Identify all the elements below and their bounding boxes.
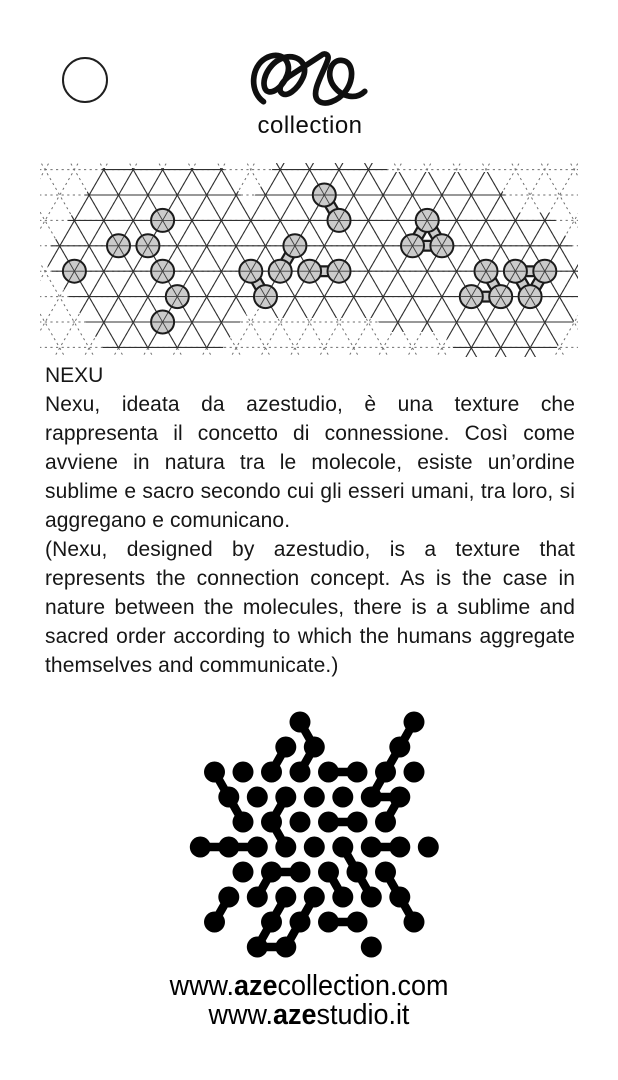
description-english: (Nexu, designed by azestudio, is a texture that represents the connection concept. As is the case in nature between the molecules, there is a sublime and sacred order according to which the humans aggregate themselves and communicate.): [45, 538, 575, 677]
lattice-line: [589, 144, 618, 373]
molecule-dot: [275, 887, 296, 908]
molecule-dot: [275, 937, 296, 958]
lattice-line: [0, 144, 30, 373]
molecule-dot: [332, 837, 353, 858]
molecule-dot: [261, 912, 282, 933]
lattice-line: [383, 144, 515, 373]
lattice-line: [0, 144, 30, 373]
lattice-line: [604, 144, 618, 373]
molecule-dot: [347, 862, 368, 883]
molecule-dot: [304, 837, 325, 858]
molecule-dot: [190, 837, 211, 858]
lattice-line: [0, 144, 45, 373]
molecule-dot: [318, 862, 339, 883]
molecule-links: [200, 722, 414, 947]
lattice-line: [0, 144, 15, 373]
lattice-line: [104, 144, 236, 373]
molecule-dot: [218, 787, 239, 808]
lattice-line: [0, 144, 60, 373]
lattice-line: [560, 144, 618, 373]
lattice-line: [0, 144, 89, 373]
lattice-solid-wrap: [0, 144, 618, 373]
lattice-line: [163, 144, 295, 373]
footer-urls: [0, 972, 618, 1030]
molecule-dot: [218, 887, 239, 908]
texture-blobs: [63, 184, 556, 334]
lattice-line: [1, 144, 133, 373]
molecule-dot: [204, 912, 225, 933]
texture-title: NEXU: [45, 364, 104, 387]
molecule-dot: [290, 862, 311, 883]
molecule-dot: [375, 762, 396, 783]
lattice-line: [575, 144, 618, 373]
molecule-dot: [304, 887, 325, 908]
molecule-dot: [290, 712, 311, 733]
lattice-line: [192, 144, 324, 373]
lattice-line: [16, 144, 148, 373]
molecule-dot: [404, 712, 425, 733]
molecule-dot: [389, 887, 410, 908]
molecule-dot: [247, 887, 268, 908]
molecule-dot: [404, 762, 425, 783]
lattice-line: [0, 144, 89, 373]
molecule-dot: [233, 862, 254, 883]
lattice-line: [545, 144, 618, 373]
lattice-line: [501, 144, 618, 373]
lattice-line: [589, 144, 618, 373]
molecule-dot: [204, 762, 225, 783]
lattice-line: [0, 144, 74, 373]
lattice-line: [0, 144, 15, 373]
molecule-dot: [318, 762, 339, 783]
molecule-dot: [389, 787, 410, 808]
lattice-line: [0, 144, 45, 373]
lattice-line: [530, 144, 618, 373]
lattice-line: [0, 144, 60, 373]
lattice-line: [413, 144, 545, 373]
molecule-dot: [361, 837, 382, 858]
nexu-texture-band: [0, 0, 618, 380]
lattice-line: [0, 144, 118, 373]
molecule-dot: [361, 937, 382, 958]
lattice-line: [0, 144, 103, 373]
nexu-molecule-graphic: [170, 695, 450, 970]
lattice-line: [471, 144, 603, 373]
lattice-line: [354, 144, 486, 373]
lattice-line: [0, 144, 1, 373]
molecule-dot: [375, 812, 396, 833]
lattice-line: [0, 144, 103, 373]
lattice-line: [560, 144, 618, 373]
molecule-dot: [247, 787, 268, 808]
molecule-dots: [190, 712, 439, 958]
molecule-dot: [261, 762, 282, 783]
molecule-dot: [304, 737, 325, 758]
description-italian: Nexu, ideata da azestudio, è una texture che rappresenta il concetto di connessione. Così come avviene in natura tra le molecole, esiste un’ordine sublime e sacro secondo cui gli esseri umani, tra loro, si aggregano e comunicano.: [45, 393, 575, 532]
molecule-dot: [389, 737, 410, 758]
molecule-dot: [261, 862, 282, 883]
molecule-dot: [275, 837, 296, 858]
molecule-dot: [218, 837, 239, 858]
molecule-dot: [290, 812, 311, 833]
description-block: [45, 361, 575, 680]
molecule-dot: [347, 912, 368, 933]
lattice-line: [0, 144, 74, 373]
molecule-dot: [361, 887, 382, 908]
molecule-dot: [290, 762, 311, 783]
molecule-dot: [389, 837, 410, 858]
url-azecollection: www.azecollection.com: [169, 970, 449, 1002]
url-azestudio: www.azestudio.it: [208, 999, 410, 1031]
lattice-line: [486, 144, 618, 373]
lattice-line: [575, 144, 618, 373]
molecule-dot: [275, 787, 296, 808]
molecule-dot: [304, 787, 325, 808]
lattice-line: [501, 144, 618, 373]
molecule-dot: [275, 737, 296, 758]
molecule-dot: [418, 837, 439, 858]
molecule-dot: [332, 787, 353, 808]
lattice-line: [0, 144, 118, 373]
lattice-line: [442, 144, 574, 373]
molecule-dot: [233, 812, 254, 833]
lattice-line: [89, 144, 221, 373]
molecule-dot: [290, 912, 311, 933]
molecule-dot: [347, 762, 368, 783]
lattice-line: [0, 144, 1, 373]
molecule-dot: [261, 812, 282, 833]
molecule-dot: [347, 812, 368, 833]
molecule-dot: [247, 837, 268, 858]
molecule-dot: [361, 787, 382, 808]
molecule-dot: [375, 862, 396, 883]
molecule-dot: [404, 912, 425, 933]
molecule-dot: [332, 887, 353, 908]
lattice-line: [545, 144, 618, 373]
molecule-dot: [318, 812, 339, 833]
lattice-solid: [0, 144, 618, 373]
molecule-dot: [318, 912, 339, 933]
collection-label: collection: [257, 112, 363, 139]
lattice-line: [530, 144, 618, 373]
molecule-dot: [247, 937, 268, 958]
lattice-line: [604, 144, 618, 373]
molecule-dot: [233, 762, 254, 783]
